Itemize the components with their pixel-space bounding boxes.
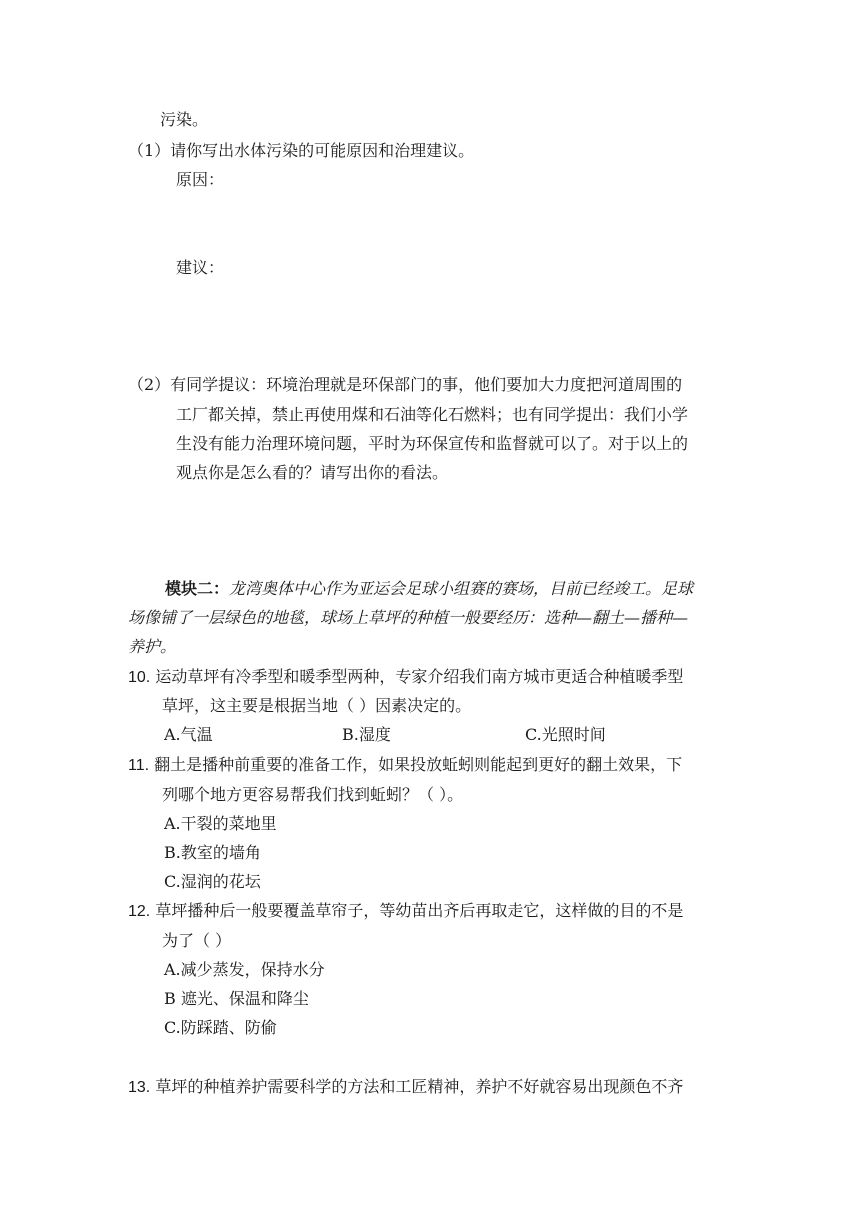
question-13 xyxy=(128,1077,683,1097)
question-text: 草坪播种后一般要覆盖草帘子，等幼苗出齐后再取走它，这样做的目的不是 xyxy=(155,901,684,920)
option-c: C.防踩踏、防偷 xyxy=(164,1018,277,1037)
option-b: B.教室的墙角 xyxy=(164,843,261,862)
option-b: B.湿度 xyxy=(342,725,391,744)
option-a: A.减少蒸发，保持水分 xyxy=(164,960,325,979)
question-2-line: （2）有同学提议：环境治理就是环保部门的事，他们要加大力度把河道周围的 xyxy=(128,375,683,394)
option-c: C.湿润的花坛 xyxy=(164,872,261,891)
module-2-title: 模块二： xyxy=(165,579,230,598)
option-b: B 遮光、保温和降尘 xyxy=(164,989,309,1008)
module-2-intro-line xyxy=(165,579,693,599)
question-11 xyxy=(128,755,682,775)
module-2-intro-line: 场像铺了一层绿色的地毯，球场上草坪的种植一般要经历：选种—翻土—播种— xyxy=(128,608,689,627)
option-a: A.气温 xyxy=(164,725,213,744)
question-text: 草坪，这主要是根据当地（ ）因素决定的。 xyxy=(162,696,472,715)
question-text: 草坪的种植养护需要科学的方法和工匠精神，养护不好就容易出现颜色不齐 xyxy=(155,1077,684,1096)
question-number: 12. xyxy=(128,903,151,920)
option-a: A.干裂的菜地里 xyxy=(164,814,277,833)
question-12 xyxy=(128,901,683,921)
question-number: 13. xyxy=(128,1079,151,1096)
question-2-line: 观点你是怎么看的？请写出你的看法。 xyxy=(176,463,449,482)
question-1-prompt: （1）请你写出水体污染的可能原因和治理建议。 xyxy=(128,141,475,160)
question-2-line: 工厂都关掉，禁止再使用煤和石油等化石燃料；也有同学提出：我们小学 xyxy=(176,405,689,424)
question-text: 运动草坪有冷季型和暖季型两种，专家介绍我们南方城市更适合种植暖季型 xyxy=(155,667,684,686)
question-10 xyxy=(128,667,683,687)
reason-label: 原因： xyxy=(176,170,225,189)
question-number: 11. xyxy=(128,757,150,774)
question-text: 列哪个地方更容易帮我们找到蚯蚓？（ ）。 xyxy=(162,785,464,804)
suggestion-label: 建议： xyxy=(176,258,225,277)
question-number: 10. xyxy=(128,669,151,686)
module-2-intro-line: 养护。 xyxy=(128,637,177,656)
question-text: 翻土是播种前重要的准备工作，如果投放蚯蚓则能起到更好的翻土效果，下 xyxy=(154,755,683,774)
continued-text: 污染。 xyxy=(160,110,209,129)
module-2-intro-text: 龙湾奥体中心作为亚运会足球小组赛的赛场，目前已经竣工。足球 xyxy=(229,579,694,598)
question-text: 为了（ ） xyxy=(162,931,232,950)
option-c: C.光照时间 xyxy=(525,725,606,744)
question-2-line: 生没有能力治理环境问题，平时为环保宣传和监督就可以了。对于以上的 xyxy=(176,434,689,453)
